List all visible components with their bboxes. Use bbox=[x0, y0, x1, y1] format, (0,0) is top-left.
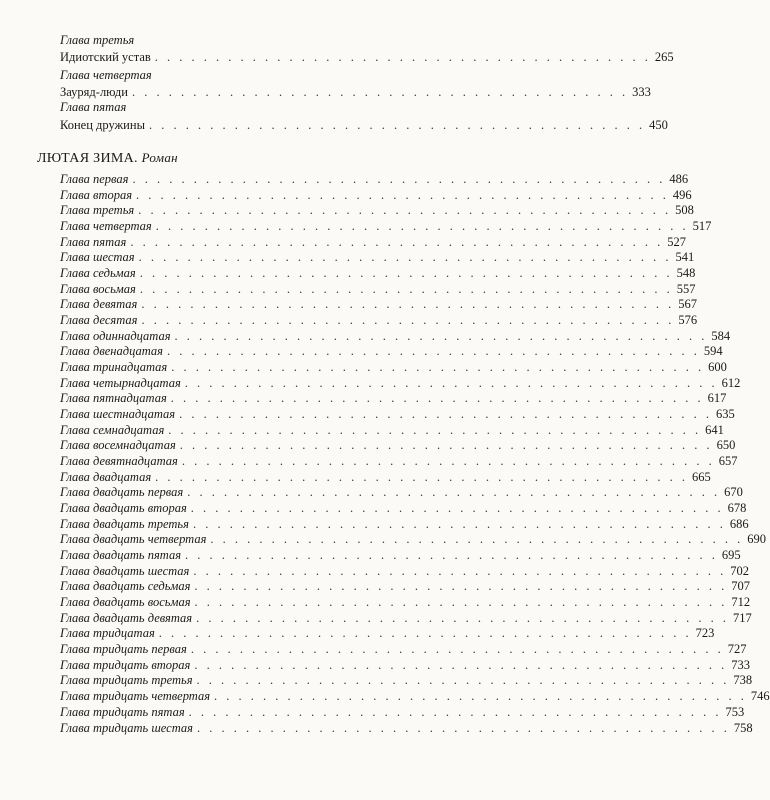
page-number: 567 bbox=[678, 297, 697, 312]
page-number: 486 bbox=[669, 172, 689, 186]
page-number: 594 bbox=[703, 344, 723, 359]
page-number: 717 bbox=[732, 610, 752, 625]
chapter-label: Глава двадцать первая bbox=[60, 485, 184, 500]
page-number: 727 bbox=[727, 642, 747, 657]
page-number: 548 bbox=[676, 266, 696, 280]
page-number: 707 bbox=[731, 579, 751, 594]
chapter-label: Глава девятнадцатая bbox=[60, 454, 178, 469]
dot-leader: . . . . . . . . . . . . . . . . . . . . . . . . . . . . . . . . . . . . . . . . . . . . bbox=[210, 532, 744, 547]
chapter-entry[interactable] bbox=[0, 281, 696, 296]
chapter-entry[interactable] bbox=[0, 328, 731, 343]
dot-leader: . . . . . . . . . . . . . . . . . . . . . . . . . . . . . . . . . . . . . . . . . . . . bbox=[155, 219, 689, 233]
page-number: 612 bbox=[721, 375, 741, 390]
chapter-label: Глава седьмая bbox=[60, 266, 136, 280]
page-number: 635 bbox=[715, 407, 735, 422]
chapter-label: Глава двенадцатая bbox=[60, 344, 163, 359]
toc-entry[interactable] bbox=[0, 85, 651, 99]
chapter-label: Глава семнадцатая bbox=[60, 422, 165, 437]
chapter-entry[interactable] bbox=[0, 344, 723, 359]
chapter-entry[interactable] bbox=[0, 391, 727, 406]
page-number: 333 bbox=[632, 85, 651, 99]
chapter-entry[interactable] bbox=[0, 438, 736, 453]
chapter-label: Глава двадцать шестая bbox=[60, 563, 190, 578]
dot-leader: . . . . . . . . . . . . . . . . . . . . . . . . . . . . . . . . . . . . . . . . . . . . bbox=[132, 172, 666, 186]
dot-leader: . . . . . . . . . . . . . . . . . . . . . . . . . . . . . . . . . . . . . . . . . . . . bbox=[194, 595, 728, 610]
chapter-label: Глава пятая bbox=[60, 234, 127, 249]
chapter-label: Глава тридцать пятая bbox=[60, 704, 185, 719]
section-genre: Роман bbox=[141, 150, 178, 165]
chapter-label: Глава первая bbox=[60, 172, 129, 186]
page-number: 746 bbox=[750, 689, 770, 704]
entry-title: Зауряд-люди bbox=[60, 85, 128, 99]
dot-leader: . . . . . . . . . . . . . . . . . . . . . . . . . . . . . . . . . . . . . . . . . . . . bbox=[141, 313, 675, 327]
dot-leader: . . . . . . . . . . . . . . . . . . . . . . . . . . . . . . . . . . . . . . . . . . . . bbox=[138, 203, 672, 218]
part-heading: Глава четвертая bbox=[60, 68, 152, 82]
page-number: 723 bbox=[695, 626, 715, 641]
entry-title: Конец дружины bbox=[60, 118, 145, 132]
chapter-label: Глава восьмая bbox=[60, 281, 136, 296]
chapter-label: Глава двадцать седьмая bbox=[60, 579, 191, 594]
chapter-entry[interactable] bbox=[0, 516, 749, 531]
dot-leader: . . . . . . . . . . . . . . . . . . . . . . . . . . . . . . . . . . . . . . . . . . . . bbox=[139, 266, 673, 280]
chapter-entry[interactable] bbox=[0, 626, 715, 641]
chapter-label: Глава шестнадцатая bbox=[60, 407, 176, 422]
page-number: 600 bbox=[708, 360, 727, 374]
chapter-label: Глава тридцать первая bbox=[60, 642, 187, 657]
page-number: 753 bbox=[725, 704, 745, 719]
page-number: 584 bbox=[711, 328, 731, 343]
chapter-entry[interactable] bbox=[0, 234, 686, 249]
chapter-entry[interactable] bbox=[0, 375, 741, 390]
chapter-label: Глава двадцать пятая bbox=[60, 548, 182, 563]
dot-leader: . . . . . . . . . . . . . . . . . . . . . . . . . . . . . . . . . . . . . . . . . . . . bbox=[187, 485, 721, 500]
dot-leader: . . . . . . . . . . . . . . . . . . . . . . . . . . . . . . . . . . . . . . . . . . . . bbox=[136, 187, 669, 202]
chapter-entry[interactable] bbox=[0, 657, 750, 672]
chapter-label: Глава десятая bbox=[60, 313, 138, 327]
chapter-label: Глава двадцать девятая bbox=[60, 610, 193, 625]
chapter-entry[interactable] bbox=[0, 485, 743, 500]
page-number: 496 bbox=[672, 187, 692, 202]
page-number: 657 bbox=[718, 454, 738, 469]
dot-leader: . . . . . . . . . . . . . . . . . . . . . . . . . . . . . . . . . . . . . . . . . . . . bbox=[193, 563, 727, 578]
page-number: 517 bbox=[692, 219, 712, 233]
dot-leader: . . . . . . . . . . . . . . . . . . . . . . . . . . . . . . . . . . . . . . . . . . . . bbox=[196, 720, 730, 735]
chapter-entry[interactable] bbox=[0, 532, 767, 547]
page-number: 665 bbox=[692, 469, 711, 484]
dot-leader: . . . . . . . . . . . . . . . . . . . . . . . . . . . . . . . . . . . . . . . . . . . . bbox=[185, 548, 718, 563]
chapter-label: Глава пятнадцатая bbox=[60, 391, 167, 406]
page-number: 733 bbox=[731, 657, 750, 672]
page-number: 650 bbox=[716, 438, 736, 453]
chapter-entry[interactable] bbox=[0, 422, 724, 437]
chapter-label: Глава четвертая bbox=[60, 219, 152, 233]
dot-leader: . . . . . . . . . . . . . . . . . . . . . . . . . . . . . . . . . . . . . . . . . . . . bbox=[171, 360, 705, 374]
chapter-entry[interactable] bbox=[0, 187, 692, 202]
chapter-entry[interactable] bbox=[0, 360, 727, 374]
page-number: 690 bbox=[747, 532, 767, 547]
page-number: 686 bbox=[729, 516, 749, 531]
chapter-entry[interactable] bbox=[0, 579, 751, 594]
dot-leader: . . . . . . . . . . . . . . . . . . . . . . . . . . . . . . . . . . . . . . . . . . . . bbox=[179, 438, 713, 453]
dot-leader: . . . . . . . . . . . . . . . . . . . . . . . . . . . . . . . . . . . . . . . . . bbox=[154, 50, 651, 64]
chapter-entry[interactable] bbox=[0, 689, 770, 704]
page-number: 557 bbox=[676, 281, 696, 296]
entry-title: Идиотский устав bbox=[60, 50, 151, 64]
chapter-label: Глава восемнадцатая bbox=[60, 438, 176, 453]
chapter-entry[interactable] bbox=[0, 219, 712, 233]
chapter-entry[interactable] bbox=[0, 313, 698, 327]
chapter-entry[interactable] bbox=[0, 454, 738, 469]
dot-leader: . . . . . . . . . . . . . . . . . . . . . . . . . . . . . . . . . . . . . . . . . . . . bbox=[214, 689, 747, 704]
part-heading: Глава третья bbox=[60, 33, 135, 47]
page-number: 712 bbox=[731, 595, 751, 610]
chapter-entry[interactable] bbox=[0, 720, 753, 735]
chapter-entry[interactable] bbox=[0, 203, 694, 218]
page-number: 576 bbox=[678, 313, 698, 327]
dot-leader: . . . . . . . . . . . . . . . . . . . . . . . . . . . . . . . . . . . . . . . . . . . . bbox=[179, 407, 712, 422]
page-number: 695 bbox=[721, 548, 741, 563]
page-number: 527 bbox=[667, 234, 686, 249]
chapter-label: Глава двадцать восьмая bbox=[60, 595, 191, 610]
chapter-entry[interactable] bbox=[0, 469, 711, 484]
dot-leader: . . . . . . . . . . . . . . . . . . . . . . . . . . . . . . . . . . . . . . . . . . . . bbox=[158, 626, 692, 641]
dot-leader: . . . . . . . . . . . . . . . . . . . . . . . . . . . . . . . . . . . . . . . . . . . . bbox=[139, 281, 673, 296]
page-number: 450 bbox=[649, 118, 668, 132]
chapter-entry[interactable] bbox=[0, 673, 753, 688]
chapter-entry[interactable] bbox=[0, 642, 747, 657]
chapter-label: Глава шестая bbox=[60, 250, 135, 265]
chapter-label: Глава двадцать вторая bbox=[60, 501, 187, 516]
chapter-label: Глава двадцать третья bbox=[60, 516, 189, 531]
page-number: 702 bbox=[730, 563, 749, 578]
dot-leader: . . . . . . . . . . . . . . . . . . . . . . . . . . . . . . . . . . . . . . . . . . . . bbox=[192, 516, 726, 531]
chapter-label: Глава вторая bbox=[60, 187, 133, 202]
chapter-label: Глава тридцать третья bbox=[60, 673, 193, 688]
dot-leader: . . . . . . . . . . . . . . . . . . . . . . . . . . . . . . . . . . . . . . . . . . . . bbox=[190, 642, 724, 657]
chapter-label: Глава тридцать шестая bbox=[60, 720, 193, 735]
chapter-entry[interactable] bbox=[0, 501, 747, 516]
dot-leader: . . . . . . . . . . . . . . . . . . . . . . . . . . . . . . . . . . . . . . . . . . . . bbox=[188, 704, 722, 719]
page-number: 508 bbox=[675, 203, 694, 218]
dot-leader: . . . . . . . . . . . . . . . . . . . . . . . . . . . . . . . . . . . . . . . . . bbox=[148, 118, 646, 132]
dot-leader: . . . . . . . . . . . . . . . . . . . . . . . . . . . . . . . . . . . . . . . . . . . . bbox=[181, 454, 715, 469]
chapter-label: Глава двадцать четвертая bbox=[60, 532, 207, 547]
chapter-label: Глава тридцатая bbox=[60, 626, 155, 641]
page-number: 541 bbox=[675, 250, 695, 265]
toc-entry[interactable] bbox=[0, 50, 674, 64]
section-name: ЛЮТАЯ ЗИМА. bbox=[37, 151, 138, 166]
dot-leader: . . . . . . . . . . . . . . . . . . . . . . . . . . . . . . . . . . . . . . . . . . . . bbox=[174, 328, 708, 343]
part-heading: Глава пятая bbox=[60, 100, 127, 114]
chapter-entry[interactable] bbox=[0, 407, 735, 422]
chapter-entry[interactable] bbox=[0, 266, 696, 280]
dot-leader: . . . . . . . . . . . . . . . . . . . . . . . . . . . . . . . . . . . . . . . . . . . . bbox=[190, 501, 724, 516]
page-number: 265 bbox=[654, 50, 674, 64]
toc-entry[interactable] bbox=[0, 118, 668, 132]
chapter-entry[interactable] bbox=[0, 548, 741, 563]
page-number: 678 bbox=[727, 501, 747, 516]
chapter-label: Глава третья bbox=[60, 203, 135, 218]
dot-leader: . . . . . . . . . . . . . . . . . . . . . . . . . . . . . . . . . . . . . . . . . . . . bbox=[170, 391, 704, 406]
chapter-entry[interactable] bbox=[0, 297, 697, 312]
page-number: 641 bbox=[705, 422, 724, 437]
dot-leader: . . . . . . . . . . . . . . . . . . . . . . . . . . . . . . . . . . . . . . . . . . . . bbox=[166, 344, 700, 359]
dot-leader: . . . . . . . . . . . . . . . . . . . . . . . . . . . . . . . . . . . . . . . . . . . . bbox=[168, 422, 702, 437]
chapter-label: Глава двадцатая bbox=[60, 469, 152, 484]
dot-leader: . . . . . . . . . . . . . . . . . . . . . . . . . . . . . . . . . . . . . . . . . . . . bbox=[196, 673, 730, 688]
page-number: 617 bbox=[707, 391, 727, 406]
dot-leader: . . . . . . . . . . . . . . . . . . . . . . . . . . . . . . . . . . . . . . . . . . . . bbox=[184, 375, 718, 390]
chapter-label: Глава девятая bbox=[60, 297, 138, 312]
chapter-entry[interactable] bbox=[0, 172, 689, 186]
dot-leader: . . . . . . . . . . . . . . . . . . . . . . . . . . . . . . . . . . . . . . . . . bbox=[131, 85, 629, 99]
chapter-label: Глава тридцать четвертая bbox=[60, 689, 211, 704]
chapter-entry[interactable] bbox=[0, 595, 751, 610]
dot-leader: . . . . . . . . . . . . . . . . . . . . . . . . . . . . . . . . . . . . . . . . . . . . bbox=[196, 610, 729, 625]
dot-leader: . . . . . . . . . . . . . . . . . . . . . . . . . . . . . . . . . . . . . . . . . . . . bbox=[141, 297, 675, 312]
dot-leader: . . . . . . . . . . . . . . . . . . . . . . . . . . . . . . . . . . . . . . . . . . . . bbox=[194, 579, 728, 594]
chapter-label: Глава тридцать вторая bbox=[60, 657, 191, 672]
chapter-label: Глава тринадцатая bbox=[60, 360, 168, 374]
dot-leader: . . . . . . . . . . . . . . . . . . . . . . . . . . . . . . . . . . . . . . . . . . . . bbox=[194, 657, 728, 672]
dot-leader: . . . . . . . . . . . . . . . . . . . . . . . . . . . . . . . . . . . . . . . . . . . . bbox=[155, 469, 689, 484]
chapter-entry[interactable] bbox=[0, 250, 695, 265]
chapter-label: Глава четырнадцатая bbox=[60, 375, 181, 390]
chapter-label: Глава одиннадцатая bbox=[60, 328, 171, 343]
dot-leader: . . . . . . . . . . . . . . . . . . . . . . . . . . . . . . . . . . . . . . . . . . . . bbox=[130, 234, 664, 249]
dot-leader: . . . . . . . . . . . . . . . . . . . . . . . . . . . . . . . . . . . . . . . . . . . . bbox=[138, 250, 672, 265]
chapter-entry[interactable] bbox=[0, 704, 745, 719]
page-number: 758 bbox=[733, 720, 753, 735]
page-number: 670 bbox=[724, 485, 743, 500]
page-number: 738 bbox=[733, 673, 753, 688]
section-title bbox=[37, 150, 178, 167]
chapter-entry[interactable] bbox=[0, 610, 752, 625]
chapter-entry[interactable] bbox=[0, 563, 749, 578]
